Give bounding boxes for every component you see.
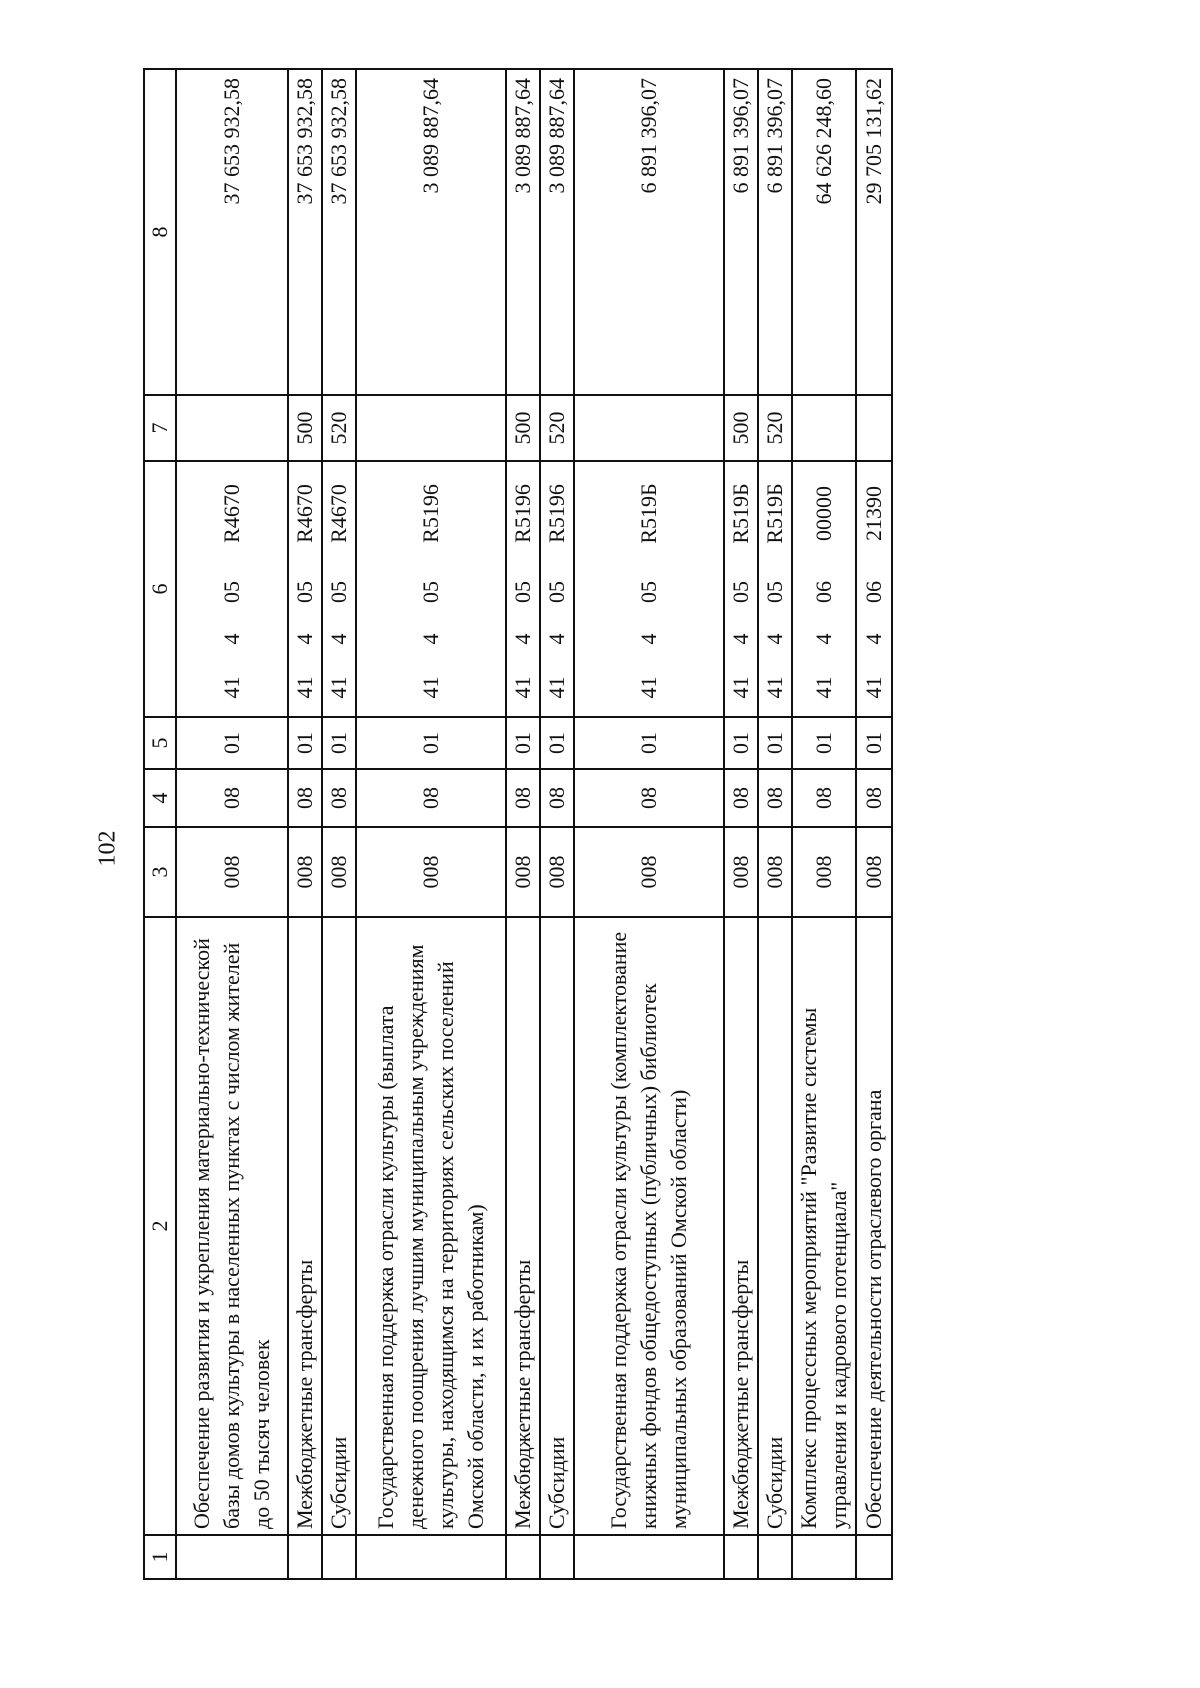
amount-cell: 29 705 131,62	[856, 69, 892, 395]
code-grbs-cell: 008	[574, 827, 724, 917]
header-col-3: 3	[144, 827, 176, 917]
expense-type-cell	[792, 395, 856, 461]
expense-type-cell	[176, 395, 288, 461]
table-row	[356, 69, 506, 1579]
amount-cell: 6 891 396,07	[758, 69, 792, 395]
row-name-cell: Межбюджетные трансферты	[288, 917, 322, 1535]
target-code-block-cell: 05	[176, 565, 288, 619]
code-grbs-cell: 008	[540, 827, 574, 917]
target-code-program-cell: 41	[792, 659, 856, 717]
table-row	[574, 69, 724, 1579]
target-code-block-cell: 05	[356, 565, 506, 619]
target-code-direction-cell: 00000	[792, 461, 856, 565]
amount-cell: 37 653 932,58	[176, 69, 288, 395]
row-number-cell	[288, 1535, 322, 1579]
page-number: 102	[94, 830, 121, 867]
target-code-type-cell: 4	[540, 619, 574, 659]
target-code-block-cell: 05	[724, 565, 758, 619]
code-section-cell: 08	[758, 769, 792, 827]
table-row	[724, 69, 758, 1579]
header-col-2: 2	[144, 917, 176, 1535]
target-code-block-cell: 05	[574, 565, 724, 619]
expense-type-cell: 520	[758, 395, 792, 461]
target-code-direction-cell: 21390	[856, 461, 892, 565]
table-row	[856, 69, 892, 1579]
target-code-type-cell: 4	[724, 619, 758, 659]
code-section-cell: 08	[574, 769, 724, 827]
expense-type-cell	[856, 395, 892, 461]
target-code-type-cell: 4	[506, 619, 540, 659]
budget-table	[143, 68, 893, 1580]
target-code-block-cell: 06	[792, 565, 856, 619]
code-subsection-cell: 01	[322, 717, 356, 769]
code-section-cell: 08	[856, 769, 892, 827]
target-code-type-cell: 4	[758, 619, 792, 659]
code-section-cell: 08	[356, 769, 506, 827]
code-section-cell: 08	[176, 769, 288, 827]
row-name-cell: Субсидии	[322, 917, 356, 1535]
expense-type-cell: 520	[322, 395, 356, 461]
amount-cell: 6 891 396,07	[724, 69, 758, 395]
target-code-direction-cell: R4670	[176, 461, 288, 565]
code-subsection-cell: 01	[540, 717, 574, 769]
amount-cell: 64 626 248,60	[792, 69, 856, 395]
row-name-cell: Субсидии	[540, 917, 574, 1535]
code-subsection-cell: 01	[792, 717, 856, 769]
target-code-direction-cell: R4670	[322, 461, 356, 565]
header-col-1: 1	[144, 1535, 176, 1579]
target-code-direction-cell: R5196	[356, 461, 506, 565]
expense-type-cell: 500	[724, 395, 758, 461]
table-row	[506, 69, 540, 1579]
row-name-cell: Субсидии	[758, 917, 792, 1535]
target-code-type-cell: 4	[856, 619, 892, 659]
amount-cell: 37 653 932,58	[322, 69, 356, 395]
row-name-cell: Комплекс процессных мероприятий "Развитие системы управления и кадрового потенциала"	[792, 917, 856, 1535]
code-subsection-cell: 01	[356, 717, 506, 769]
code-section-cell: 08	[322, 769, 356, 827]
code-grbs-cell: 008	[356, 827, 506, 917]
target-code-program-cell: 41	[540, 659, 574, 717]
row-number-cell	[322, 1535, 356, 1579]
header-col-6: 6	[144, 461, 176, 717]
row-number-cell	[540, 1535, 574, 1579]
amount-cell: 3 089 887,64	[540, 69, 574, 395]
code-grbs-cell: 008	[506, 827, 540, 917]
target-code-block-cell: 06	[856, 565, 892, 619]
amount-cell: 37 653 932,58	[288, 69, 322, 395]
target-code-type-cell: 4	[322, 619, 356, 659]
code-grbs-cell: 008	[856, 827, 892, 917]
target-code-direction-cell: R5196	[540, 461, 574, 565]
target-code-program-cell: 41	[356, 659, 506, 717]
table-row	[322, 69, 356, 1579]
table-row	[758, 69, 792, 1579]
expense-type-cell	[574, 395, 724, 461]
row-name-cell: Государственная поддержка отрасли культуры (комплектование книжных фондов общедоступных (публичных) библиотек муниципальных образований Омской области)	[574, 917, 724, 1535]
code-section-cell: 08	[792, 769, 856, 827]
amount-cell: 3 089 887,64	[506, 69, 540, 395]
table-row	[792, 69, 856, 1579]
target-code-type-cell: 4	[792, 619, 856, 659]
budget-table-rotated	[143, 70, 968, 1580]
code-grbs-cell: 008	[322, 827, 356, 917]
header-col-4: 4	[144, 769, 176, 827]
code-grbs-cell: 008	[758, 827, 792, 917]
row-number-cell	[176, 1535, 288, 1579]
code-subsection-cell: 01	[724, 717, 758, 769]
code-subsection-cell: 01	[758, 717, 792, 769]
target-code-program-cell: 41	[574, 659, 724, 717]
code-grbs-cell: 008	[288, 827, 322, 917]
code-grbs-cell: 008	[792, 827, 856, 917]
code-subsection-cell: 01	[506, 717, 540, 769]
target-code-program-cell: 41	[288, 659, 322, 717]
code-subsection-cell: 01	[176, 717, 288, 769]
code-subsection-cell: 01	[288, 717, 322, 769]
row-number-cell	[724, 1535, 758, 1579]
target-code-program-cell: 41	[506, 659, 540, 717]
row-number-cell	[506, 1535, 540, 1579]
target-code-program-cell: 41	[176, 659, 288, 717]
code-section-cell: 08	[540, 769, 574, 827]
target-code-block-cell: 05	[506, 565, 540, 619]
header-col-5: 5	[144, 717, 176, 769]
target-code-direction-cell: R519Б	[574, 461, 724, 565]
target-code-program-cell: 41	[322, 659, 356, 717]
header-col-8: 8	[144, 69, 176, 395]
table-row	[540, 69, 574, 1579]
target-code-type-cell: 4	[288, 619, 322, 659]
table-row	[176, 69, 288, 1579]
target-code-type-cell: 4	[176, 619, 288, 659]
row-name-cell: Межбюджетные трансферты	[506, 917, 540, 1535]
row-number-cell	[792, 1535, 856, 1579]
table-row	[288, 69, 322, 1579]
target-code-direction-cell: R5196	[506, 461, 540, 565]
target-code-type-cell: 4	[574, 619, 724, 659]
target-code-block-cell: 05	[322, 565, 356, 619]
target-code-block-cell: 05	[540, 565, 574, 619]
header-col-7: 7	[144, 395, 176, 461]
row-name-cell: Межбюджетные трансферты	[724, 917, 758, 1535]
target-code-block-cell: 05	[288, 565, 322, 619]
code-section-cell: 08	[724, 769, 758, 827]
row-name-cell: Обеспечение деятельности отраслевого органа	[856, 917, 892, 1535]
row-number-cell	[856, 1535, 892, 1579]
row-number-cell	[758, 1535, 792, 1579]
code-section-cell: 08	[506, 769, 540, 827]
amount-cell: 6 891 396,07	[574, 69, 724, 395]
target-code-direction-cell: R4670	[288, 461, 322, 565]
expense-type-cell	[356, 395, 506, 461]
target-code-type-cell: 4	[356, 619, 506, 659]
expense-type-cell: 520	[540, 395, 574, 461]
target-code-program-cell: 41	[856, 659, 892, 717]
row-name-cell: Обеспечение развития и укрепления материально-технической базы домов культуры в населенных пунктах с числом жителей до 50 тысяч человек	[176, 917, 288, 1535]
expense-type-cell: 500	[288, 395, 322, 461]
target-code-direction-cell: R519Б	[758, 461, 792, 565]
code-subsection-cell: 01	[574, 717, 724, 769]
target-code-block-cell: 05	[758, 565, 792, 619]
header-row	[144, 69, 176, 1579]
target-code-direction-cell: R519Б	[724, 461, 758, 565]
target-code-program-cell: 41	[724, 659, 758, 717]
code-section-cell: 08	[288, 769, 322, 827]
target-code-program-cell: 41	[758, 659, 792, 717]
code-subsection-cell: 01	[856, 717, 892, 769]
row-number-cell	[574, 1535, 724, 1579]
row-number-cell	[356, 1535, 506, 1579]
code-grbs-cell: 008	[176, 827, 288, 917]
row-name-cell: Государственная поддержка отрасли культуры (выплата денежного поощрения лучшим муниципальным учреждениям культуры, находящимся на территориях сельских поселений Омской области, и их работникам)	[356, 917, 506, 1535]
code-grbs-cell: 008	[724, 827, 758, 917]
expense-type-cell: 500	[506, 395, 540, 461]
amount-cell: 3 089 887,64	[356, 69, 506, 395]
